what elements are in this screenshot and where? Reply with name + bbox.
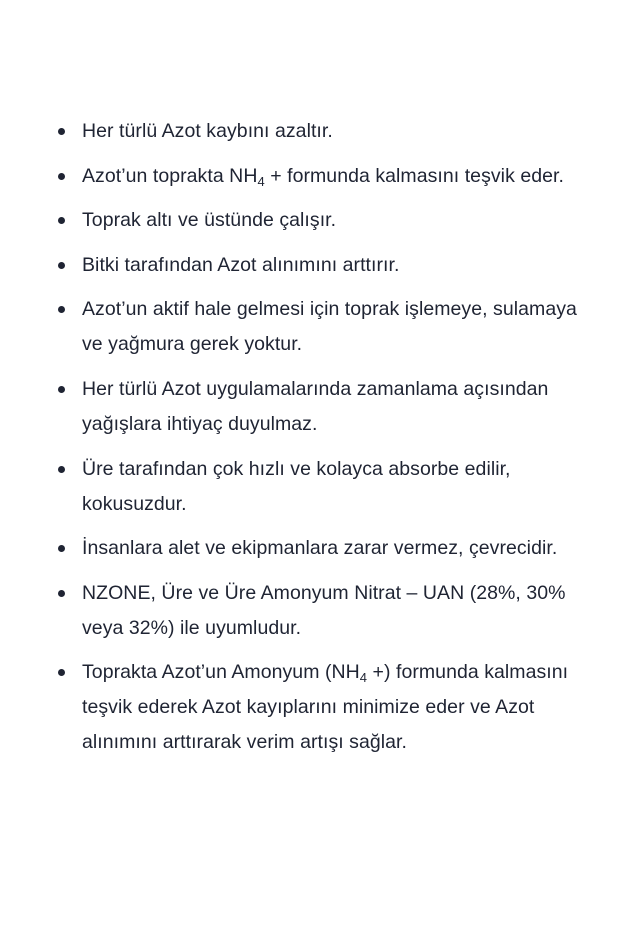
list-item [82,159,591,194]
bullet-icon [58,128,65,135]
list-item-text-post: + formunda kalmasını teşvik eder. [264,164,564,187]
bullet-icon [58,306,65,313]
list-item-text-post: +) formunda kalmasını teşvik ederek Azot kayıplarını minimize eder ve Azot alınımını arttırarak verim artışı sağlar. [82,661,569,754]
list-item-text-pre: Toprakta Azot’un Amonyum (NH [82,661,360,684]
list-item-text: Üre tarafından çok hızlı ve kolayca absorbe edilir, kokusuzdur. [82,457,511,515]
list-item [82,114,591,149]
list-item-text: Her türlü Azot kaybını azaltır. [82,120,333,142]
bullet-icon [58,262,65,269]
list-item [82,203,591,238]
bullet-icon [58,590,65,597]
list-item [82,292,591,362]
bullet-icon [58,386,65,393]
list-item-text: İnsanlara alet ve ekipmanlara zarar vermez, çevrecidir. [82,537,558,560]
list-item [82,531,591,566]
bullet-icon [58,217,65,224]
bullet-icon [58,545,65,552]
bullet-icon [58,466,65,473]
list-item-text-pre: Azot’un toprakta NH [82,164,258,187]
subscript: 4 [257,173,265,189]
list-item-text: Her türlü Azot uygulamalarında zamanlama açısından yağışlara ihtiyaç duyulmaz. [82,377,549,435]
list-item-text: Bitki tarafından Azot alınımını arttırır. [82,253,400,276]
list-item [82,372,591,442]
bullet-icon [58,173,65,180]
list-item [82,452,591,522]
list-item-text: Toprak altı ve üstünde çalışır. [82,209,337,232]
list-item [82,248,591,283]
list-item [82,655,591,760]
feature-list [0,114,621,760]
list-item-text: NZONE, Üre ve Üre Amonyum Nitrat – UAN (28%, 30% veya 32%) ile uyumludur. [82,581,566,639]
list-item [82,576,591,646]
subscript: 4 [359,670,368,686]
bullet-icon [58,669,65,676]
content-area [0,114,621,770]
list-item-text: Azot’un aktif hale gelmesi için toprak işlemeye, sulamaya ve yağmura gerek yoktur. [82,298,577,356]
